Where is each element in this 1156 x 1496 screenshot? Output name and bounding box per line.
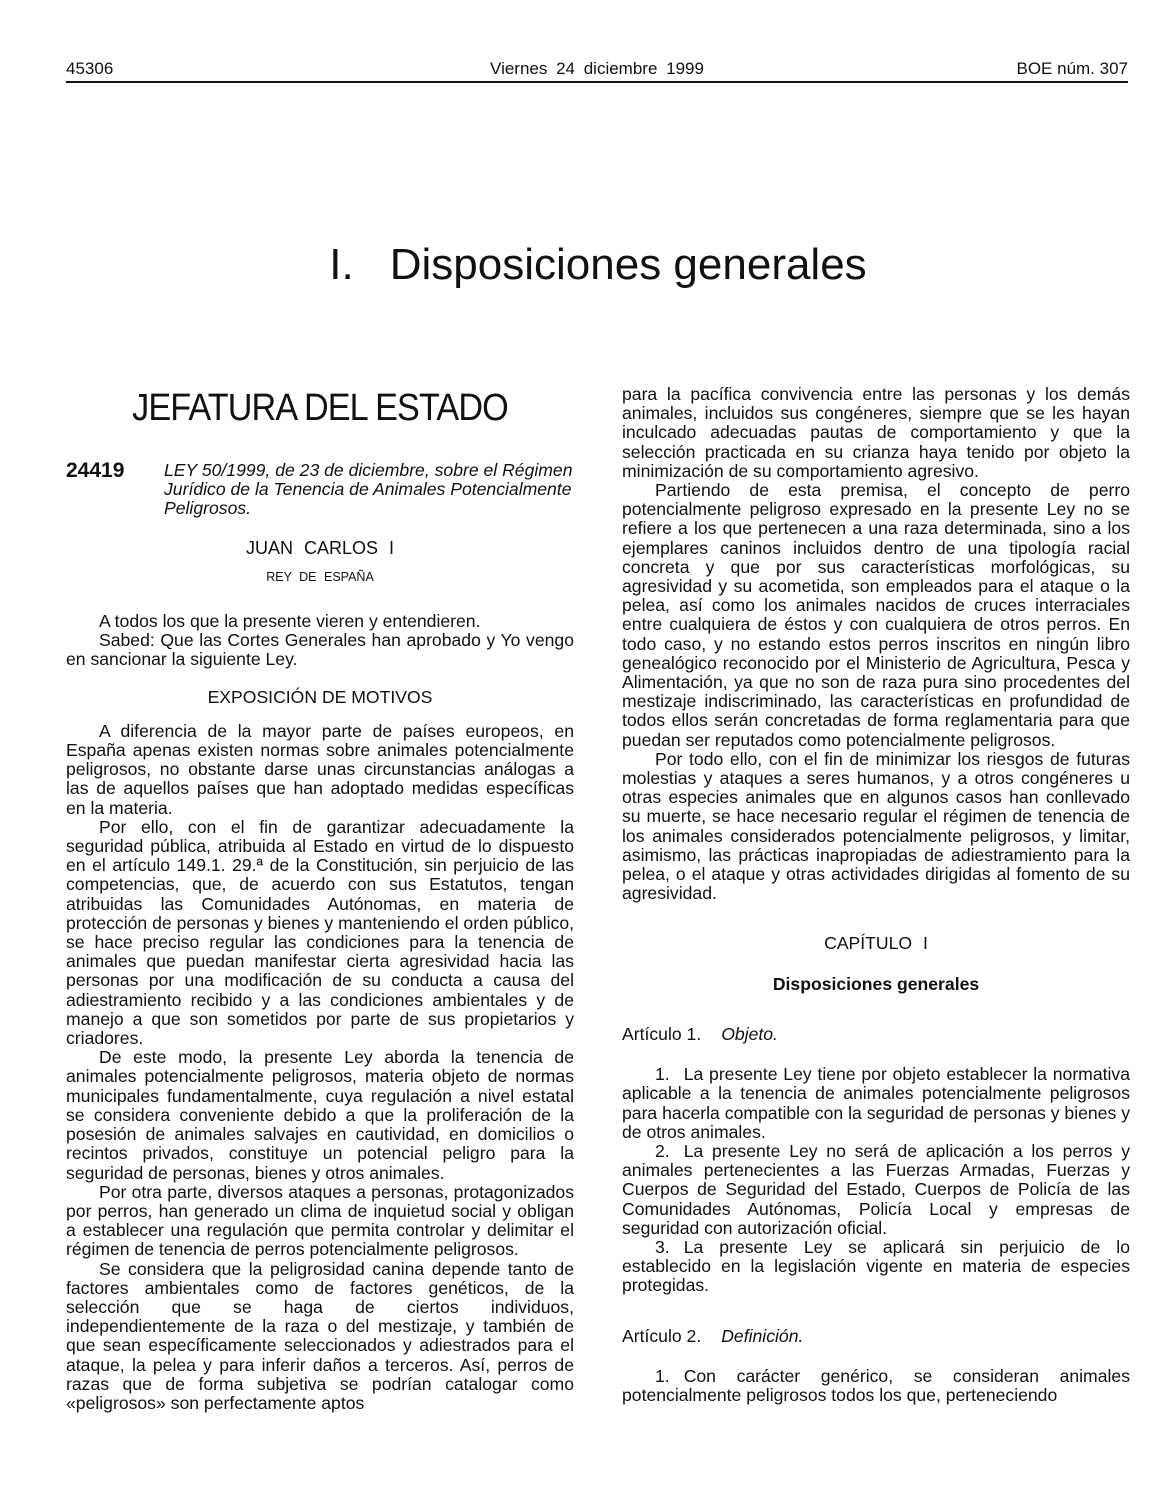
article-heading bbox=[622, 1327, 1130, 1346]
body-paragraph: Por otra parte, diversos ataques a personas, protagonizados por perros, han generado un clima de inquietud social y obligan a establecer una regulación que permita controlar y delimitar el régimen de tenencia de perros potencialmente peligrosos. bbox=[66, 1181, 574, 1260]
chapter-title: Disposiciones generales bbox=[772, 973, 980, 994]
body-paragraph: Partiendo de esta premisa, el concepto de perro potencialmente peligroso expresado en la presente Ley no se refiere a los que pertenecen a una raza determinada, sino a los ejemplares caninos incluidos dentro de una tipología racial concreta y que por sus características morfológicas, su agresividad y su acometida, son empleados para el ataque o la pelea, así como los animales nacidos de cruces interraciales entre cualquiera de éstos y con cualquiera de otros perros. En todo caso, y no estando estos perros inscritos en ningún libro genealógico reconocido por el Ministerio de Agricultura, Pesca y Alimentación, ya que no son de raza pura sino procedentes del mestizaje indiscriminado, las características en profundidad de todos ellos serán concretadas de forma reglamentaria para que puedan ser reputados como potencialmente peligrosos. bbox=[622, 480, 1130, 750]
section-name: Disposiciones generales bbox=[389, 240, 867, 289]
section-number: I. bbox=[329, 240, 354, 289]
item-number: 2. bbox=[655, 1140, 670, 1161]
bulletin-number: BOE núm. 307 bbox=[1016, 59, 1128, 78]
article-item bbox=[622, 1142, 1130, 1238]
continuation-paragraph: para la pacífica convivencia entre las personas y los demás animales, incluidos sus congéneres, siempre que se les hayan inculcado adecuadas pautas de comportamiento y que la selección practicada en su crianza haya tenido por objeto la minimización de su comportamiento agresivo. bbox=[622, 384, 1130, 481]
article-heading bbox=[622, 1025, 1130, 1044]
page-header bbox=[66, 59, 1128, 83]
law-number: 24419 bbox=[66, 459, 125, 482]
spacer bbox=[622, 1296, 1130, 1327]
item-text: La presente Ley no será de aplicación a los perros y animales pertenecientes a las Fuerzas Armadas, Fuerzas y Cuerpos de Seguridad del Estado, Cuerpos de Policía de las Comunidades Autónomas, Policía Local y empresas de seguridad con autorización oficial. bbox=[622, 1140, 1130, 1238]
article-title: Definición. bbox=[721, 1325, 804, 1346]
motives-heading: EXPOSICIÓN DE MOTIVOS bbox=[207, 686, 433, 707]
article-label: Artículo 2. bbox=[622, 1325, 702, 1346]
preamble-paragraph: A todos los que la presente vieren y entendieren. bbox=[99, 611, 481, 632]
body-paragraph: De este modo, la presente Ley aborda la tenencia de animales potencialmente peligrosos, materia objeto de normas municipales fundamentalmente, cuya regulación a nivel estatal se considera conveniente debido a que la proliferación de la posesión de animales salvajes en cautividad, en domicilios o recintos privados, constituye un potencial peligro para la seguridad de personas, bienes y otros animales. bbox=[66, 1047, 574, 1183]
article-item bbox=[622, 1238, 1130, 1296]
department-heading: JEFATURA DEL ESTADO bbox=[132, 387, 508, 429]
item-number: 3. bbox=[655, 1236, 670, 1257]
section-title bbox=[0, 238, 1156, 292]
article-title: Objeto. bbox=[721, 1023, 778, 1044]
item-text: La presente Ley se aplicará sin perjuicio de lo establecido en la legislación vigente en materia de especies protegidas. bbox=[622, 1236, 1130, 1296]
item-number: 1. bbox=[655, 1064, 670, 1085]
article-item bbox=[622, 1065, 1130, 1142]
body-paragraph: A diferencia de la mayor parte de países europeos, en España apenas existen normas sobre animales potencialmente peligrosos, no obstante darse unas circunstancias análogas a las de aquellos países que han adoptado medidas específicas en la materia. bbox=[66, 720, 574, 818]
item-text: Con carácter genérico, se consideran animales potencialmente peligrosos todos los que, perteneciendo bbox=[622, 1365, 1130, 1405]
preamble-paragraph: Sabed: Que las Cortes Generales han aprobado y Yo vengo en sancionar la siguiente Ley. bbox=[66, 630, 574, 670]
king-name: JUAN CARLOS I bbox=[245, 537, 395, 558]
publication-date: Viernes 24 diciembre 1999 bbox=[490, 59, 704, 78]
article-label: Artículo 1. bbox=[622, 1023, 702, 1044]
law-entry bbox=[66, 461, 574, 519]
law-title: LEY 50/1999, de 23 de diciembre, sobre el Régimen Jurídico de la Tenencia de Animales Potencialmente Peligrosos. bbox=[164, 460, 573, 519]
page-number: 45306 bbox=[66, 59, 114, 78]
left-column bbox=[66, 385, 574, 1413]
item-number: 1. bbox=[655, 1365, 670, 1386]
article-item bbox=[622, 1367, 1130, 1405]
right-column bbox=[622, 385, 1130, 1405]
body-paragraph: Se considera que la peligrosidad canina depende tanto de factores ambientales como de factores genéticos, de la selección que se haga de ciertos individuos, independientemente de la raza o del mestizaje, y también de que sean específicamente seleccionados y adiestrados para el ataque, la pelea y para inferir daños a terceros. Así, perros de razas que de forma subjetiva se podrían catalogar como «peligrosos» son perfectamente aptos bbox=[66, 1258, 574, 1413]
body-paragraph: Por todo ello, con el fin de minimizar los riesgos de futuras molestias y ataques a seres humanos, y a otros congéneres u otras especies animales que en algunos casos han conllevado su muerte, se hace necesario regular el régimen de tenencia de los animales considerados potencialmente peligrosos, y limitar, asimismo, las prácticas inapropiadas de adiestramiento para la pelea, o el ataque y otras actividades dirigidas al fomento de su agresividad. bbox=[622, 748, 1130, 904]
king-subtitle: REY DE ESPAÑA bbox=[266, 569, 374, 584]
item-text: La presente Ley tiene por objeto establecer la normativa aplicable a la tenencia de animales potencialmente peligrosos para hacerla compatible con la seguridad de personas y bienes y de otros animales. bbox=[622, 1064, 1130, 1142]
chapter-heading: CAPÍTULO I bbox=[824, 933, 928, 954]
body-paragraph: Por ello, con el fin de garantizar adecuadamente la seguridad pública, atribuida al Estado en virtud de lo dispuesto en el artículo 149.1. 29.ª de la Constitución, sin perjuicio de las competencias, que, de acuerdo con sus Estatutos, tengan atribuidas las Comunidades Autónomas, en materia de protección de personas y bienes y manteniendo el orden público, se hace preciso regular las condiciones para la tenencia de animales que puedan manifestar cierta agresividad hacia las personas por una modificación de su conducta a causa del adiestramiento recibido y a las condiciones ambientales y de manejo a que son sometidos por parte de sus propietarios y criadores. bbox=[66, 816, 574, 1049]
